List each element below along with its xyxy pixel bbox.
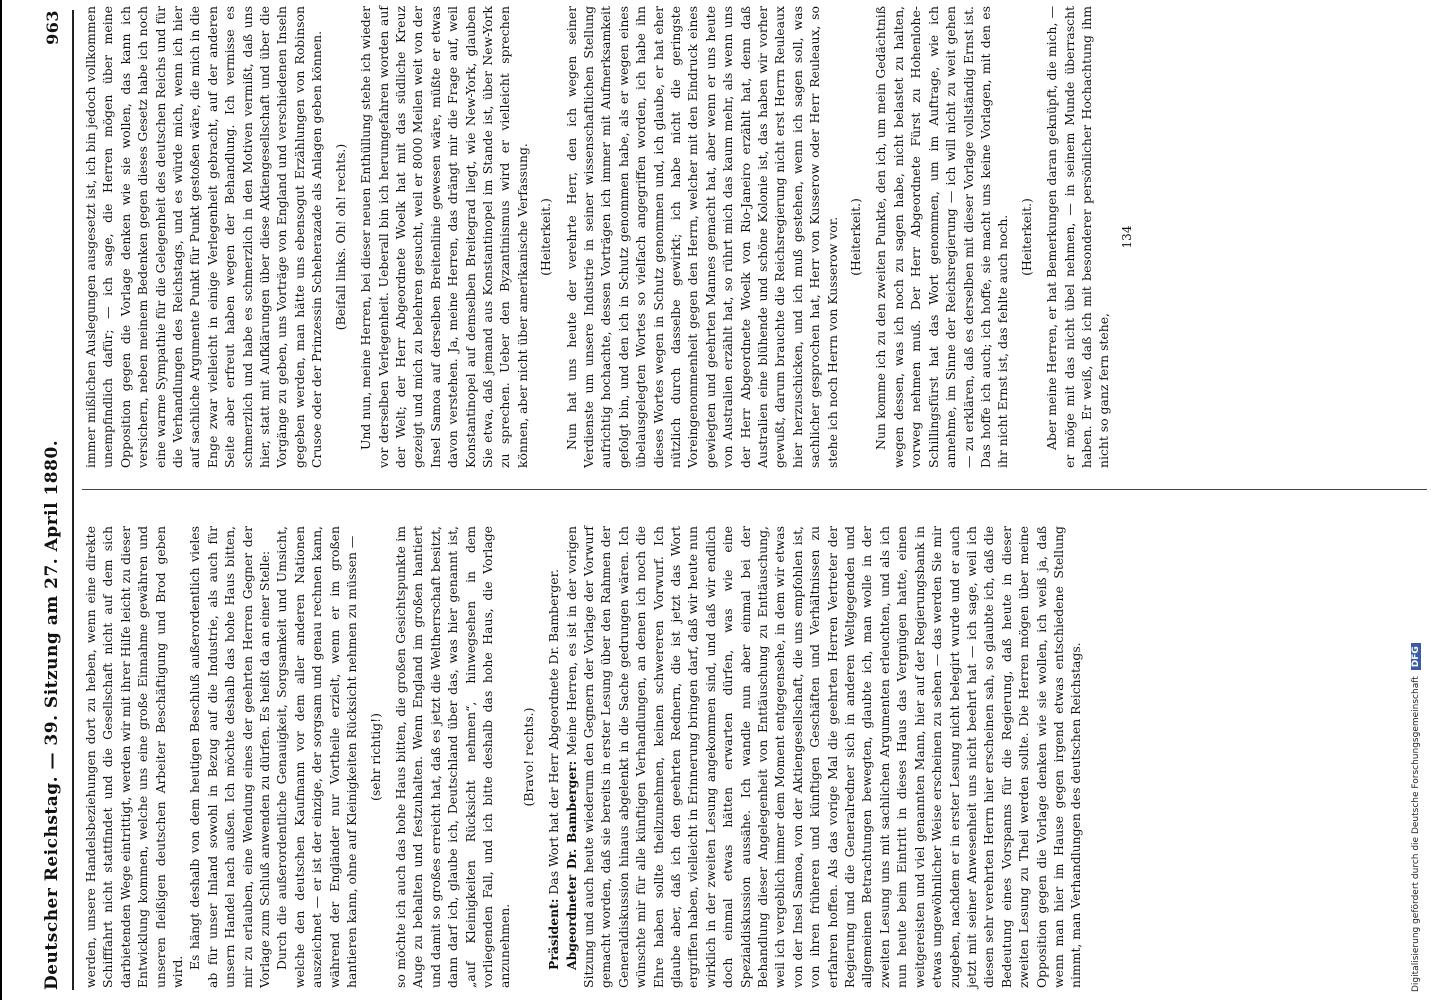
speaker-name: Abgeordneter Dr. Bamberger: xyxy=(563,760,579,970)
footer-text: Digitalisierung gefördert durch die Deutsche Forschungsgemeinschaft xyxy=(1411,676,1421,992)
paragraph: so möchte ich auch das hohe Haus bitten, die großen Gesichtspunkte im Auge zu behalten und festzuhalten. Wenn England im großen hantiert und damit so großes erreicht hat, daß es jetzt die Weltherrschaft besitzt, dann darf ich, glaube ich, Deutschland über das, was hier genannt ist, „auf Kleinigkeiten Rücksicht nehmen“, hinwegsehen in dem vorliegenden Fall, und ich bitte deshalb das hohe Haus, die Vorlage anzunehmen. xyxy=(392,526,513,988)
header-rule xyxy=(72,10,74,990)
paragraph: immer mißlichen Auslegungen ausgesetzt ist, ich bin jedoch vollkommen unempfindlich dafür; — ich sage, die Herren mögen über meine Opposition gegen die Vorlage denken wie sie wollen, das kann ich versichern, neben meinem Bedenken gegen dieses Gesetz habe ich noch eine warme Sympathie für die Gelegenheit des deutschen Reichs und für die Verhandlungen des Reichstags, und es würde mich, wenn ich hier auf sachliche Argumente Punkt für Punkt gestoßen wäre, die mich in die Enge zwar vielleicht in einige Verlegenheit gebracht, auf der anderen Seite aber erfreut haben wegen der Behandlung. Ich vermisse es schmerzlich und habe es schmerzlich in den Motiven vermißt, daß uns hier, statt mit Aufklärungen über diese Aktiengesellschaft und über die Vorgänge zu geben, uns Vorträge von England und verschiedenen Inseln gegeben werden, man hätte uns ebensogut Erzählungen von Robinson Crusoe oder der Prinzessin Scheherazade als Anlagen geben können. xyxy=(83,6,325,468)
stage-direction: (Beifall links. Oh! oh! rechts.) xyxy=(332,143,348,331)
signature-mark: 134 xyxy=(1119,225,1134,249)
paragraph: Und nun, meine Herren, bei dieser neuen Enthüllung stehe ich wieder vor derselben Verlegenheit. Ueberall bin ich herumgefahren worden auf der Welt; der Herr Abgeordnete Woelk hat mit das südliche Kreuz gezeigt und mich zu belehren gesucht, weil er 8000 Meilen weit von der Insel Samoa auf derselben Breitenlinie gewesen wäre, müßte er etwas davon verstehen. Ja, meine Herren, das drängt mir die Frage auf, weil Konstantinopel auf demselben Breitegrad liegt, wie New-York, glauben Sie etwa, daß jemand aus Konstantinopel im Stande ist, über New-York zu sprechen. Ueber den Byzantinismus wird er vielleicht sprechen können, aber nicht über amerikanische Verfassung. xyxy=(358,6,530,468)
stage-direction: (sehr richtig!) xyxy=(367,713,383,801)
paragraph xyxy=(563,526,1085,988)
stage-direction: (Heiterkeit.) xyxy=(538,198,554,276)
stage-direction: (Heiterkeit.) xyxy=(1018,198,1034,276)
stage-direction: (Bravo! rechts.) xyxy=(520,707,536,807)
paragraph: werden, unsere Handelsbeziehungen dort zu heben, wenn eine direkte Schifffahrt nicht stattfindet und die Gesellschaft nicht auf dem sich darbietenden Wege eintrittigt, werden wir mit ihrer Hilfe leicht zu dieser Entwicklung kommen, welche uns eine große Einnahme gewähren und unseren fleißigen deutschen Arbeiter Beschäftigung und Brod geben wird. xyxy=(83,526,186,988)
stage-direction: (Heiterkeit.) xyxy=(848,198,864,276)
paragraph xyxy=(545,526,562,988)
page-header xyxy=(38,10,66,990)
page-number: 963 xyxy=(42,10,62,45)
speaker-name: Präsident: xyxy=(546,898,562,970)
dfg-logo: DFG xyxy=(1411,643,1421,670)
paragraph-text: Meine Herren, es ist in der vorigen Sitzung und auch heute wiederum den Gegnern der Vorlage der Vorwurf gemacht worden, daß sie bereits in erster Lesung über den Rahmen der Generaldiskussion hinaus abgelenkt in die Sache gedrungen wären. Ich wünschte mir für alle künftigen Verhandlungen, an denen ich noch die Ehre haben sollte theilzunehmen, keinen schwereren Vorwurf. Ich glaube aber, daß ich den geehrten Rednern, die ist jetzt das Wort ergriffen haben, vielleicht in Erinnerung bringen darf, daß wir heute nun wirklich in der zweiten Lesung angekommen sind, und daß wir endlich doch einmal etwas hätten erwarten dürfen, was wie eine Spezialdiskussion aussähe. Ich wandle nun aber einmal bei der Behandlung dieser Angelegenheit von Enttäuschung zu Enttäuschung, weil ich vergeblich immer dem Moment entgegensehe, in dem wir etwas von der Insel Samoa, von der Aktiengesellschaft, die uns empfohlen ist, von ihren früheren und künftigen Geschäften und Verhältnissen zu erfahren hoffen. Als das vorige Mal die geehrten Herren Vertreter der Regierung und die Generalredner sich in anderen Weltgegenden und allgemeinen Betrachtungen bewegten, glaubte ich, man wolle in der zweiten Lesung uns mit sachlichen Argumenten erleuchten, und als ich nun heute beim Eintritt in dieses Haus das Vergnügen hatte, einen weitgereisten und viel genannten Mann, hier auf der Regierungsbank in etwas ungewöhnlicher Weise erscheinen zu sehen — das werden Sie mir zugeben, nachdem er in erster Lesung nicht belegirt wurde und er auch jetzt mit seiner Anwesenheit uns nicht beehrt hat — ich sage, weil ich diesen sehr verehrten Herrn hier erscheinen sah, so glaubte ich, daß die Bedeutung eines Vorspanns für die Regierung, daß heute in dieser zweiten Lesung zu Theil werden sollte. Die Herren mögen über meine Opposition gegen die Vorlage denken wie sie wollen, ich weiß ja, daß wenn man hier im Hause gegen irgend etwas entschiedene Stellung nimmt, man Verhandlungen des deutschen Reichstags. xyxy=(563,526,1084,988)
column-divider xyxy=(82,489,1427,490)
digitization-footer xyxy=(1411,643,1421,992)
paragraph-text: Das Wort hat der Herr Abgeordnete Dr. Bamberger. xyxy=(546,568,562,895)
header-title: Deutscher Reichstag. — 39. Sitzung am 27. April 1880. xyxy=(42,439,62,990)
paragraph: Durch die außerordentliche Genauigkeit, Sorgsamkeit und Umsicht, welche den deutschen Kaufmann vor dem aller anderen Nationen auszeichnet — er ist der einzige, der sorgsam und genau rechnen kann, während der Engländer nur Vortheile erzielt, wenn er im großen hantieren kann, ohne auf Kleinigkeiten Rücksicht nehmen zu müssen — xyxy=(274,526,360,988)
paragraph: Nun hat uns heute der verehrte Herr, den ich wegen seiner Verdienste um unsere Industrie in seiner wissenschaftlichen Stellung aufrichtig hochachte, dessen Vorträgen ich immer mit Aufmerksamkeit gefolgt bin, und den ich in Schutz genommen habe, als er wegen eines übelausgelegten Wortes so vielfach angegriffen worden, ich habe ihn dieses Wortes wegen in Schutz genommen und, ich glaube, er hat eher nützlich durch dasselbe gewirkt; ich habe nicht die geringste Voreingenommenheit gegen den Herrn, welcher mit den Eindruck eines gewiegten und geehrten Mannes gemacht hat, aber wenn er uns heute von Australien erzählt hat, so rührt mich das kaum mehr, als wenn uns der Herr Abgeordnete Woelk von Rio-Janeiro erzählt hat, denn daß Australien eine blühende und schöne Kolonie ist, das haben wir vorher gewußt, darum brauchte die Reichsregierung nicht erst Herrn Reuleaux hier herzuschicken, und ich muß gestehen, wenn ich sagen soll, was sachlicher gesprochen hat, Herr von Kusserow oder Herr Reuleaux, so stehe ich noch Herrn von Kusserow vor. xyxy=(563,6,840,468)
paragraph: Nun komme ich zu den zweiten Punkte, den ich, um mein Gedächtniß wegen dessen, was ich noch zu sagen habe, nicht belastet zu halten, vorweg nehmen muß. Der Herr Abgeordnete Fürst zu Hohenlohe-Schillingsfürst hat das Wort genommen, um im Auftrage, wie ich annehme, im Sinne der Reichsregierung — ich will nicht zu weit gehen — zu erklären, daß es derselben mit dieser Vorlage vollständig Ernst ist. Das hoffe ich auch; ich hoffe, sie macht uns keine Vorlagen, mit den es ihr nicht Ernst ist, das fehlte auch noch. xyxy=(873,6,1011,468)
paragraph: Es hängt deshalb von dem heutigen Beschluß außerordentlich vieles ab für unser Inland sowohl in Bezug auf die Industrie, als auch für unsern Handel nach außen. Ich möchte deshalb das hohe Haus bitten, mir zu erlauben, eine Wendung eines der geehrten Herren Gegner der Vorlage zum Schluß anwenden zu dürfen. Es heißt da an einer Stelle: xyxy=(187,526,273,988)
text-column-left xyxy=(82,526,1085,988)
paragraph: Aber meine Herren, er hat Bemerkungen daran geknüpft, die mich, — er möge mit das nicht übel nehmen, — in seinem Munde überrascht haben. Er weiß, daß ich mit besonderer persönlicher Hochachtung ihm nicht so ganz fern stehe, xyxy=(1044,6,1112,468)
text-column-right xyxy=(82,6,1136,468)
